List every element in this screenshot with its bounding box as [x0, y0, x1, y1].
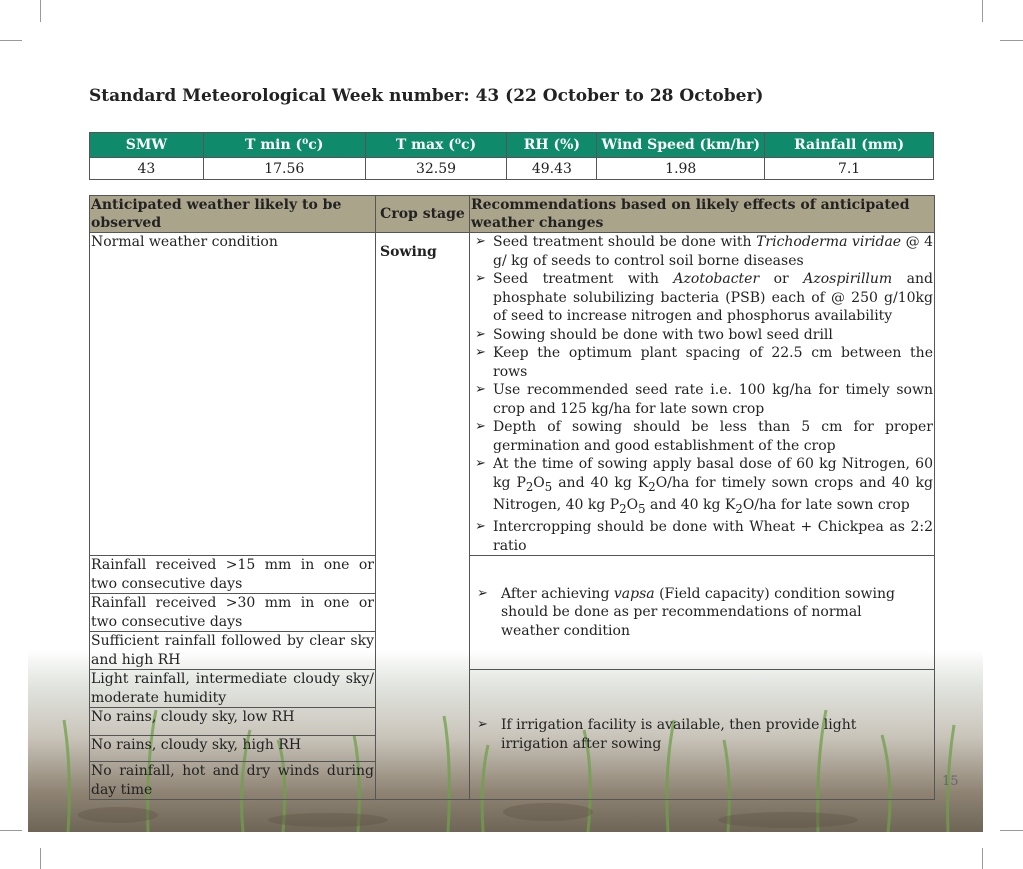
- crop-mark: [0, 40, 22, 41]
- header-tmin: T min (⁰c): [203, 133, 365, 158]
- header-wind-speed: Wind Speed (km/hr): [597, 133, 765, 158]
- arrow-bullet-icon: ➢: [475, 519, 486, 535]
- value-smw: 43: [90, 158, 204, 180]
- list-item: ➢ Seed treatment with Azotobacter or Azospirillum and phosphate solubilizing bacteria (PSB) each of @ 250 g/10kg of seed to increase nitrogen and phosphorus availability: [475, 271, 933, 324]
- list-item: ➢ At the time of sowing apply basal dose of 60 kg Nitrogen, 60 kg $P_2O_5$ and 40 kg $K_2O/ha$ for timely sown crops and 40 kg Nitrogen, 40 kg $P_2O_5$ and 40 kg $K_2O/ha$ for late sown crop: [475, 456, 933, 516]
- condition-cell: Rainfall received >30 mm in one or two consecutive days: [91, 595, 374, 630]
- condition-cell: No rains, cloudy sky, low RH: [90, 708, 376, 736]
- recommendation-list: [471, 233, 933, 555]
- list-item: ➢ Sowing should be done with two bowl seed drill: [475, 326, 833, 343]
- crop-mark: [1000, 40, 1023, 41]
- page-number: 15: [942, 774, 959, 789]
- condition-cell: Rainfall received >15 mm in one or two consecutive days: [91, 557, 374, 592]
- summary-value-row: [90, 158, 934, 180]
- header-crop-stage: Crop stage: [376, 196, 470, 233]
- list-item: ➢ Intercropping should be done with Wheat + Chickpea as 2:2 ratio: [475, 519, 933, 554]
- arrow-bullet-icon: ➢: [475, 326, 486, 342]
- value-rainfall: 7.1: [765, 158, 934, 180]
- condition-cell: Sufficient rainfall followed by clear sky and high RH: [91, 633, 374, 668]
- rainfall-recommendation-cell: [470, 556, 935, 670]
- summary-header-row: [90, 133, 934, 158]
- arrow-bullet-icon: ➢: [477, 585, 488, 601]
- crop-mark: [982, 848, 983, 869]
- crop-mark: [40, 0, 41, 22]
- rec-header-row: [90, 196, 935, 233]
- arrow-bullet-icon: ➢: [475, 234, 486, 249]
- header-rainfall: Rainfall (mm): [765, 133, 934, 158]
- condition-row: [90, 556, 935, 594]
- list-item: ➢ After achieving vapsa (Field capacity) condition sowing should be done as per recommendations of normal weather condition: [477, 585, 895, 639]
- crop-mark: [0, 830, 22, 831]
- value-rh: 49.43: [507, 158, 597, 180]
- condition-cell: No rains, cloudy sky, high RH: [90, 736, 376, 762]
- crop-mark: [40, 848, 41, 869]
- weather-summary-table: [89, 132, 934, 180]
- list-item: ➢ Use recommended seed rate i.e. 100 kg/ha for timely sown crop and 125 kg/ha for late sown crop: [475, 382, 933, 417]
- header-tmax: T max (⁰c): [365, 133, 507, 158]
- recommendations-table: [89, 195, 935, 800]
- header-smw: SMW: [90, 133, 204, 158]
- header-anticipated-weather: Anticipated weather likely to be observed: [90, 196, 376, 233]
- arrow-bullet-icon: ➢: [475, 382, 486, 397]
- condition-cell: Normal weather condition: [90, 233, 376, 556]
- value-tmin: 17.56: [203, 158, 365, 180]
- arrow-bullet-icon: ➢: [475, 456, 486, 471]
- page-title: Standard Meteorological Week number: 43 (22 October to 28 October): [89, 86, 764, 106]
- header-recommendations: Recommendations based on likely effects of anticipated weather changes: [470, 196, 935, 233]
- arrow-bullet-icon: ➢: [475, 345, 486, 360]
- condition-cell: Light rainfall, intermediate cloudy sky/ moderate humidity: [91, 671, 374, 706]
- crop-mark: [982, 0, 983, 22]
- arrow-bullet-icon: ➢: [475, 419, 486, 434]
- condition-cell: No rainfall, hot and dry winds during day time: [91, 763, 374, 798]
- condition-row: [90, 233, 935, 556]
- irrigation-recommendation-cell: [470, 670, 935, 800]
- crop-stage-cell: Sowing: [376, 233, 470, 800]
- header-rh: RH (%): [507, 133, 597, 158]
- normal-recommendations-cell: [470, 233, 935, 556]
- list-item: ➢ If irrigation facility is available, then provide light irrigation after sowing: [477, 717, 857, 752]
- condition-row: [90, 670, 935, 708]
- crop-mark: [1000, 830, 1023, 831]
- list-item: ➢ Keep the optimum plant spacing of 22.5 cm between the rows: [475, 345, 933, 380]
- list-item: ➢ Seed treatment should be done with Trichoderma viridae @ 4 g/ kg of seeds to control soil borne diseases: [475, 234, 933, 269]
- value-wind-speed: 1.98: [597, 158, 765, 180]
- arrow-bullet-icon: ➢: [477, 717, 488, 733]
- arrow-bullet-icon: ➢: [475, 271, 486, 286]
- value-tmax: 32.59: [365, 158, 507, 180]
- list-item: ➢ Depth of sowing should be less than 5 cm for proper germination and good establishment of the crop: [475, 419, 933, 454]
